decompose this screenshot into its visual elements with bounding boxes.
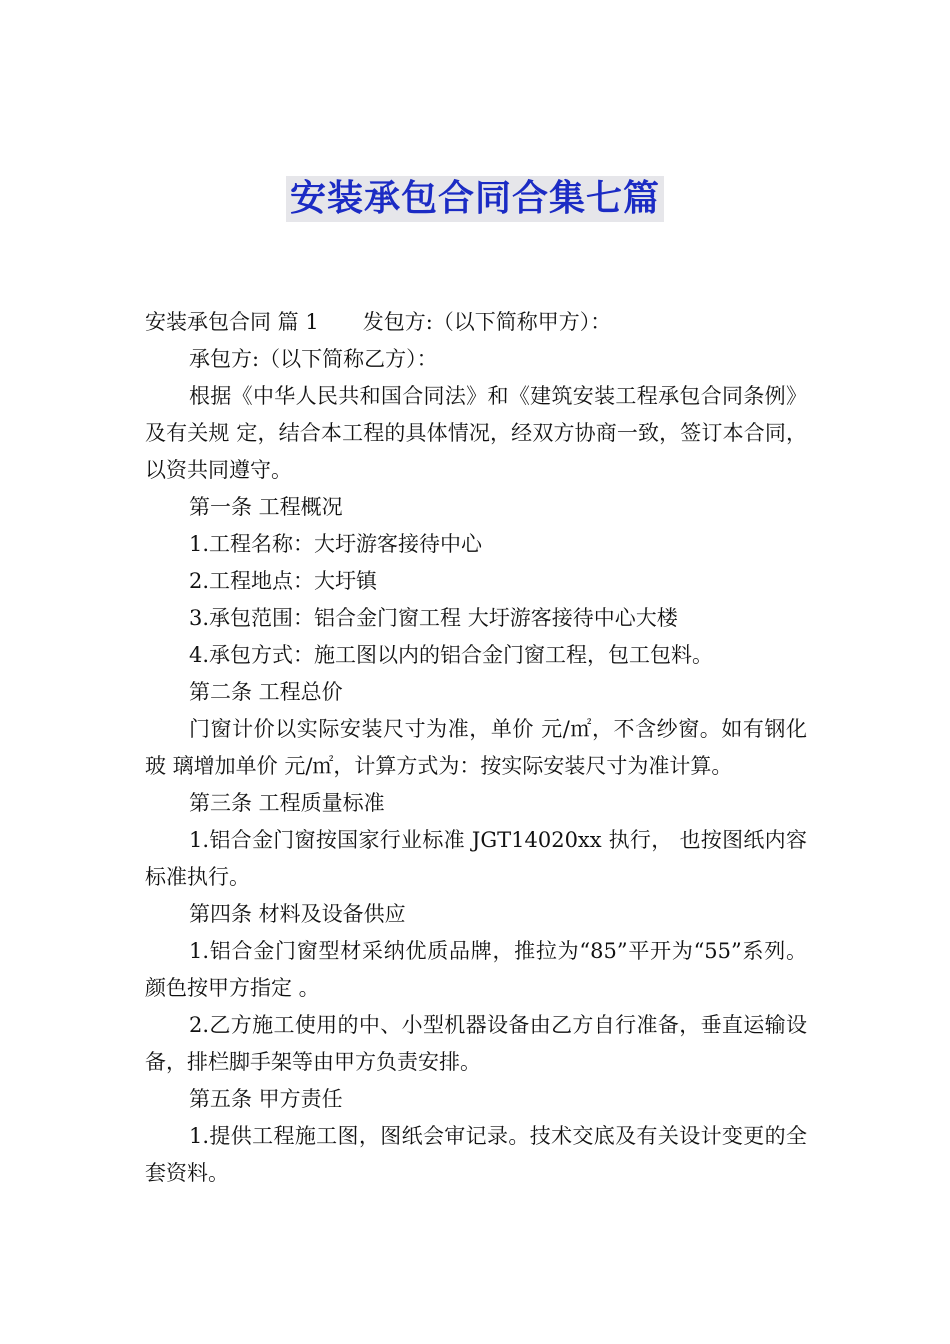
article-4-heading: 第四条 材料及设备供应 <box>189 902 406 926</box>
contract-heading-line <box>145 304 807 341</box>
article-5-item-1: 1.提供工程施工图，图纸会审记录。技术交底及有关设计变更的全套资料。 <box>145 1124 807 1185</box>
article-1-item-4: 4.承包方式：施工图以内的铝合金门窗工程，包工包料。 <box>189 643 714 667</box>
preamble-paragraph: 根据《中华人民共和国合同法》和《建筑安装工程承包合同条例》及有关规 定，结合本工程的具体情况，经双方协商一致，签订本合同，以资共同遵守。 <box>145 384 807 482</box>
party-a-line: 发包方:（以下简称甲方）： <box>362 310 612 334</box>
document-title: 安装承包合同合集七篇 <box>286 176 664 222</box>
article-1-item-3: 3.承包范围：铝合金门窗工程 大圩游客接待中心大楼 <box>189 606 678 630</box>
article-4-item-1: 1.铝合金门窗型材采纳优质品牌，推拉为“85”平开为“55”系列。颜色按甲方指定 。 <box>145 939 807 1000</box>
article-3-heading: 第三条 工程质量标准 <box>189 791 385 815</box>
title-area <box>0 176 950 222</box>
article-2-heading: 第二条 工程总价 <box>189 680 343 704</box>
article-4-item-2: 2.乙方施工使用的中、小型机器设备由乙方自行准备，垂直运输设备，排栏脚手架等由甲方负责安排。 <box>145 1013 807 1074</box>
article-1-item-1: 1.工程名称：大圩游客接待中心 <box>189 532 483 556</box>
article-1-heading: 第一条 工程概况 <box>189 495 343 519</box>
document-body <box>145 304 807 1192</box>
article-3-item-1: 1.铝合金门窗按国家行业标准 JGT14020xx 执行， 也按图纸内容标准执行。 <box>145 828 807 889</box>
contract-number: 安装承包合同 篇 1 <box>145 310 319 334</box>
article-2-paragraph: 门窗计价以实际安装尺寸为准，单价 元/㎡，不含纱窗。如有钢化玻 璃增加单价 元/㎡，计算方式为：按实际安装尺寸为准计算。 <box>145 717 807 778</box>
article-1-item-2: 2.工程地点：大圩镇 <box>189 569 378 593</box>
article-5-heading: 第五条 甲方责任 <box>189 1087 343 1111</box>
party-b-line: 承包方:（以下简称乙方）： <box>189 347 438 371</box>
